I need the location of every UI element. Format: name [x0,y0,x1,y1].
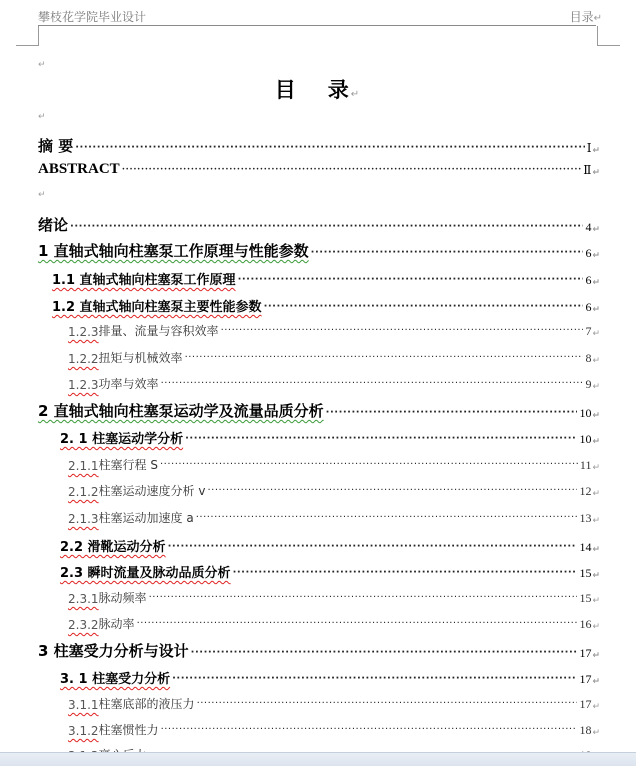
toc-entry-page: 17 [579,672,592,686]
toc-entry-number: 2.1.3 [68,512,99,526]
toc-entry-page: 9 [585,377,592,391]
toc-entry-label: 柱塞行程 S [98,458,158,472]
paragraph-mark-icon: ↵ [592,305,600,315]
toc-entry-page: 12 [579,484,592,498]
paragraph-mark-icon: ↵ [592,571,600,581]
toc-entry[interactable] [68,509,600,526]
toc-entry[interactable] [68,482,600,499]
toc-entry[interactable] [60,428,600,447]
toc-entry-label: 柱塞惯性力 [98,723,159,737]
page-title [0,74,636,104]
toc-entry-page: 6 [585,246,592,260]
toc-entry-number: 2.3.1 [68,592,99,606]
paragraph-mark-icon: ↵ [592,622,600,632]
paragraph-mark-icon: ↵ [592,545,600,555]
toc-entry-page: 17 [579,697,592,711]
toc-entry-page: 4 [585,220,592,234]
paragraph-mark-icon: ↵ [593,13,602,24]
toc-entry-label: 1.2 直轴式轴向柱塞泵主要性能参数 [52,300,262,315]
paragraph-mark-icon: ↵ [592,677,600,687]
title-part-1: 目 [274,78,298,102]
toc-entry-label: 功率与效率 [98,377,159,391]
toc-entry[interactable] [52,269,600,288]
title-part-2: 录 [327,78,351,102]
crop-mark-right-h [598,45,620,46]
toc-entry-page: Ⅰ [586,141,592,155]
window-bottom-bar [0,752,636,766]
toc-entry-page: 6 [585,300,592,314]
toc-entry-label: 摘 要 [38,137,74,155]
paragraph-mark-icon: ↵ [38,60,46,70]
paragraph-mark-icon: ↵ [592,411,600,421]
toc-entry-label: 脉动频率 [98,591,147,605]
toc-entry-label: 3 柱塞受力分析与设计 [38,642,189,660]
toc-entry-label: 绪论 [38,216,69,234]
toc-entry-page: Ⅱ [583,163,592,177]
toc-entry-page: 10 [579,432,592,446]
toc-entry[interactable] [60,668,600,687]
paragraph-mark-icon: ↵ [592,278,600,288]
toc-entry-label: 柱塞运动速度分析 v [98,484,206,498]
toc-entry-page: 13 [579,511,592,525]
paragraph-mark-icon: ↵ [592,382,600,392]
toc-entry[interactable] [52,296,600,315]
toc-entry[interactable] [68,721,600,738]
toc-entry-label: 柱塞底部的液压力 [98,697,195,711]
toc-entry-number: 3.1.1 [68,698,99,712]
toc-entry-number: 3.1.2 [68,724,99,738]
toc-entry-label: 1 直轴式轴向柱塞泵工作原理与性能参数 [38,242,309,260]
toc-entry[interactable] [68,695,600,712]
paragraph-mark-icon: ↵ [592,728,600,738]
toc-entry-page: 11 [579,458,592,472]
toc-entry[interactable] [68,349,600,366]
toc-entry-page: 7 [585,324,592,338]
toc-entry-label: 扭矩与机械效率 [98,351,183,365]
paragraph-mark-icon: ↵ [38,112,46,122]
toc-entry-page: 14 [579,540,592,554]
header-rule [38,25,596,26]
toc-entry-number: 2.3.2 [68,618,99,632]
toc-entry-number: 2.1.2 [68,485,99,499]
paragraph-mark-icon: ↵ [592,489,600,499]
paragraph-mark-icon: ↵ [592,516,600,526]
crop-mark-left-h [16,45,38,46]
crop-mark-left [16,26,39,46]
toc-entry[interactable] [60,562,600,581]
paragraph-mark-icon: ↵ [592,168,600,178]
toc-entry-page: 10 [579,406,592,420]
toc-entry-page: 8 [585,351,592,365]
toc-entry-page: 15 [579,566,592,580]
toc-entry[interactable] [68,589,600,606]
toc-entry[interactable] [38,214,600,235]
toc-entry-page: 18 [579,723,592,737]
paragraph-mark-icon: ↵ [592,251,600,261]
header-right [570,8,602,25]
toc-entry[interactable] [68,375,600,392]
toc-entry-page: 15 [579,591,592,605]
crop-mark-right [597,26,620,46]
header-right-text: 目录 [569,10,594,24]
toc-entry-number: 1.2.2 [68,352,99,366]
toc-entry-label: 3. 1 柱塞受力分析 [60,672,171,687]
toc-entry-number: 1.2.3 [68,378,99,392]
toc-entry-label: 1.1 直轴式轴向柱塞泵工作原理 [52,273,236,288]
toc-entry-page: 6 [585,273,592,287]
paragraph-mark-icon: ↵ [592,651,600,661]
toc-entry[interactable] [68,456,600,473]
paragraph-mark-icon: ↵ [592,463,600,473]
toc-entry-label: 2.3 瞬时流量及脉动品质分析 [60,566,231,581]
toc-entry-label: 柱塞运动加速度 a [98,511,194,525]
paragraph-mark-icon: ↵ [592,146,600,156]
toc-entry[interactable] [68,322,600,339]
toc-entry-label: 2 直轴式轴向柱塞泵运动学及流量品质分析 [38,402,324,420]
toc-entry-label: 脉动率 [98,617,135,631]
paragraph-mark-icon: ↵ [350,89,362,100]
paragraph-mark-icon: ↵ [592,356,600,366]
paragraph-mark-icon: ↵ [592,225,600,235]
toc-entry[interactable] [60,536,600,555]
toc-entry-page: 16 [579,617,592,631]
toc-entry-label: 2. 1 柱塞运动学分析 [60,432,184,447]
paragraph-mark-icon: ↵ [592,329,600,339]
toc-entry[interactable] [68,615,600,632]
toc-entry[interactable] [38,161,600,178]
paragraph-mark-icon: ↵ [38,190,46,200]
toc-entry-number: 1.2.3 [68,325,99,339]
toc-entry-page: 17 [579,646,592,660]
toc-entry[interactable] [38,640,600,661]
paragraph-mark-icon: ↵ [592,702,600,712]
toc-entry[interactable] [38,135,600,156]
paragraph-mark-icon: ↵ [592,596,600,606]
toc-entry-label: 排量、流量与容积效率 [98,324,219,338]
header-left: 攀枝花学院毕业设计 [38,10,147,24]
toc-entry[interactable] [38,400,600,421]
toc-entry-number: 2.1.1 [68,459,99,473]
paragraph-mark-icon: ↵ [592,437,600,447]
toc-entry-label: ABSTRACT [38,161,120,177]
toc-entry[interactable] [38,240,600,261]
toc-entry-label: 2.2 滑靴运动分析 [60,540,166,555]
